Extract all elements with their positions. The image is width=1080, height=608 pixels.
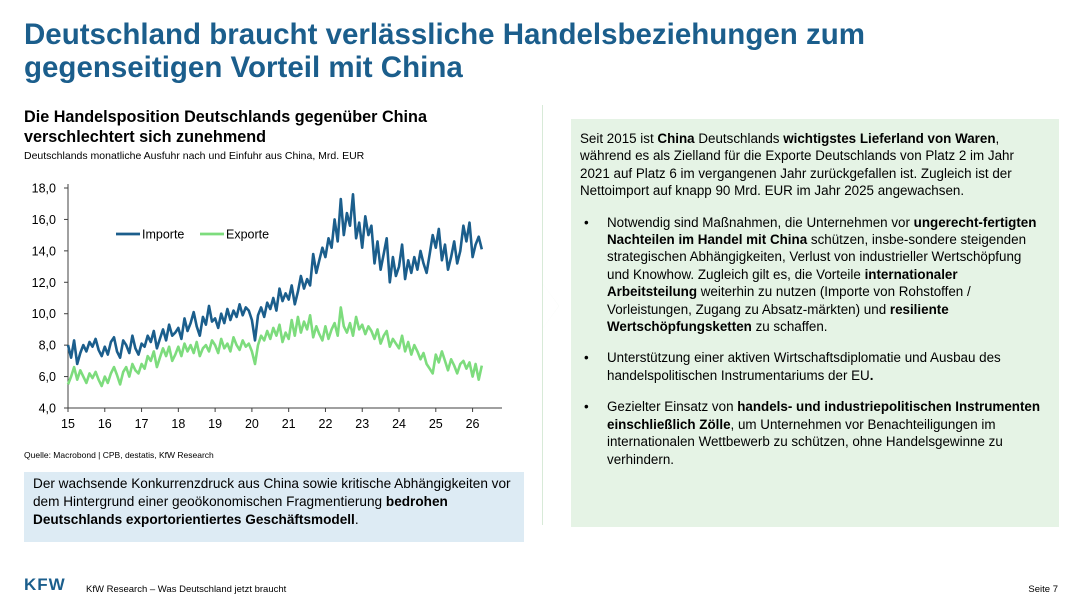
callout-text: Der wachsende Konkurrenzdruck aus China sowie kritische Abhängigkeiten vor dem Hintergrund einer geoökonomischen Fragmentierung bbox=[33, 476, 511, 509]
x-tick-label: 16 bbox=[97, 417, 112, 431]
panel-intro-segment: , während es als Zielland für die Exporte Deutschlands von Platz 2 im Jahr 2021 auf Platz 6 im vergangenen Jahr zurückgefallen ist. Zugleich ist der Nettoimport auf knapp 90 Mrd. EUR im Jahr 2025 angewachsen. bbox=[580, 131, 1014, 199]
y-tick-label: 6,0 bbox=[38, 370, 56, 385]
panel-intro-segment: Deutschlands bbox=[694, 131, 784, 146]
chart-title-line-1: Die Handelsposition Deutschlands gegenüber China bbox=[24, 108, 427, 126]
panel-bullet-segment: ungerecht-fertigten Nachteilen im Handel mit China bbox=[607, 214, 1037, 248]
panel-bullet-segment: Gezielter Einsatz von bbox=[607, 399, 738, 415]
x-tick-label: 20 bbox=[244, 417, 259, 431]
panel-bullet-item bbox=[580, 398, 1047, 468]
chart-source: Quelle: Macrobond | CPB, destatis, KfW Research bbox=[24, 450, 214, 460]
x-tick-label: 26 bbox=[465, 417, 480, 431]
slide-title bbox=[24, 18, 1024, 84]
kfw-logo bbox=[24, 575, 66, 595]
panel-intro-segment: wichtigstes Lieferland von Waren bbox=[783, 131, 996, 146]
y-tick-label: 12,0 bbox=[31, 275, 56, 290]
panel-bullet-list bbox=[580, 214, 1047, 468]
x-tick-label: 17 bbox=[134, 417, 149, 431]
panel-bullet-segment: , um Unternehmen vor Benachteiligungen im internationalen Wettbewerb zu schützen, ohne Handelsgewinne zu verhindern. bbox=[607, 416, 1003, 467]
callout-text-bold: bedrohen Deutschlands exportorientiertes Geschäftsmodell bbox=[33, 494, 448, 527]
footer-text: KfW Research – Was Deutschland jetzt braucht bbox=[86, 584, 287, 595]
panel-pointer bbox=[543, 284, 559, 328]
panel-bullet-segment: handels- und industriepolitischen Instrumenten einschließlich Zölle bbox=[607, 399, 1041, 432]
chart-title-line-2: verschlechtert sich zunehmend bbox=[24, 128, 266, 146]
x-tick-label: 25 bbox=[428, 417, 443, 431]
y-tick-label: 4,0 bbox=[38, 401, 56, 416]
chart-title bbox=[24, 107, 504, 147]
callout-text-end: . bbox=[354, 512, 359, 527]
panel-intro-segment: Seit 2015 ist bbox=[580, 131, 658, 146]
panel-intro-text bbox=[580, 130, 1047, 200]
y-tick-label: 8,0 bbox=[38, 338, 56, 353]
panel-bullet-segment: schützen, insbe-sondere steigenden strategischen Abhängigkeiten, Verlust von industrieller Wertschöpfung und Knowhow. Zugleich gilt es, die Vorteile bbox=[607, 232, 1027, 282]
y-tick-label: 16,0 bbox=[31, 212, 56, 227]
panel-bullet-segment: weiterhin zu nutzen (Importe von Rohstoffen / Vorleistungen, Zugang zu Absatz-märkten) und bbox=[607, 284, 971, 317]
chart-subtitle: Deutschlands monatliche Ausfuhr nach und Einfuhr aus China, Mrd. EUR bbox=[24, 150, 365, 162]
x-tick-label: 18 bbox=[171, 417, 186, 431]
y-tick-label: 14,0 bbox=[31, 244, 56, 259]
x-tick-label: 15 bbox=[61, 417, 75, 431]
legend-label: Importe bbox=[142, 227, 185, 242]
callout-box bbox=[24, 472, 524, 542]
y-tick-label: 18,0 bbox=[31, 181, 56, 196]
x-tick-label: 21 bbox=[281, 417, 296, 431]
legend-label: Exporte bbox=[226, 227, 270, 242]
panel-intro-segment: China bbox=[657, 131, 695, 146]
panel-bullet-segment: zu schaffen. bbox=[751, 319, 828, 335]
page-number: Seite 7 bbox=[1028, 584, 1058, 595]
x-tick-label: 19 bbox=[208, 417, 223, 431]
panel-bullet-segment: Notwendig sind Maßnahmen, die Unternehmen vor bbox=[607, 214, 914, 230]
panel-bullet-segment: internationaler Arbeitsteilung bbox=[607, 266, 958, 300]
bullet-dot: • bbox=[584, 399, 589, 415]
panel-bullet-item bbox=[580, 214, 1047, 336]
panel-bullet-segment: . bbox=[869, 367, 874, 383]
panel-bullet-segment: Unterstützung einer aktiven Wirtschaftsdiplomatie und Ausbau des handelspolitischen Instrumentariums der EU bbox=[607, 350, 1001, 383]
trade-line-chart bbox=[20, 172, 520, 437]
key-points-panel bbox=[571, 119, 1059, 527]
panel-bullet-segment: resiliente Wertschöpfungsketten bbox=[607, 301, 949, 335]
series-line-importe bbox=[68, 194, 482, 364]
y-tick-label: 10,0 bbox=[31, 307, 56, 322]
x-tick-label: 24 bbox=[392, 417, 406, 431]
slide-title-line-1: Deutschland braucht verlässliche Handelsbeziehungen zum bbox=[24, 18, 865, 51]
slide-title-line-2: gegenseitigen Vorteil mit China bbox=[24, 51, 463, 84]
x-tick-label: 23 bbox=[355, 417, 370, 431]
x-tick-label: 22 bbox=[318, 417, 333, 431]
bullet-dot: • bbox=[584, 214, 589, 230]
logo-text: KFW bbox=[24, 575, 66, 594]
panel-bullet-item bbox=[580, 349, 1047, 384]
bullet-dot: • bbox=[584, 350, 589, 366]
